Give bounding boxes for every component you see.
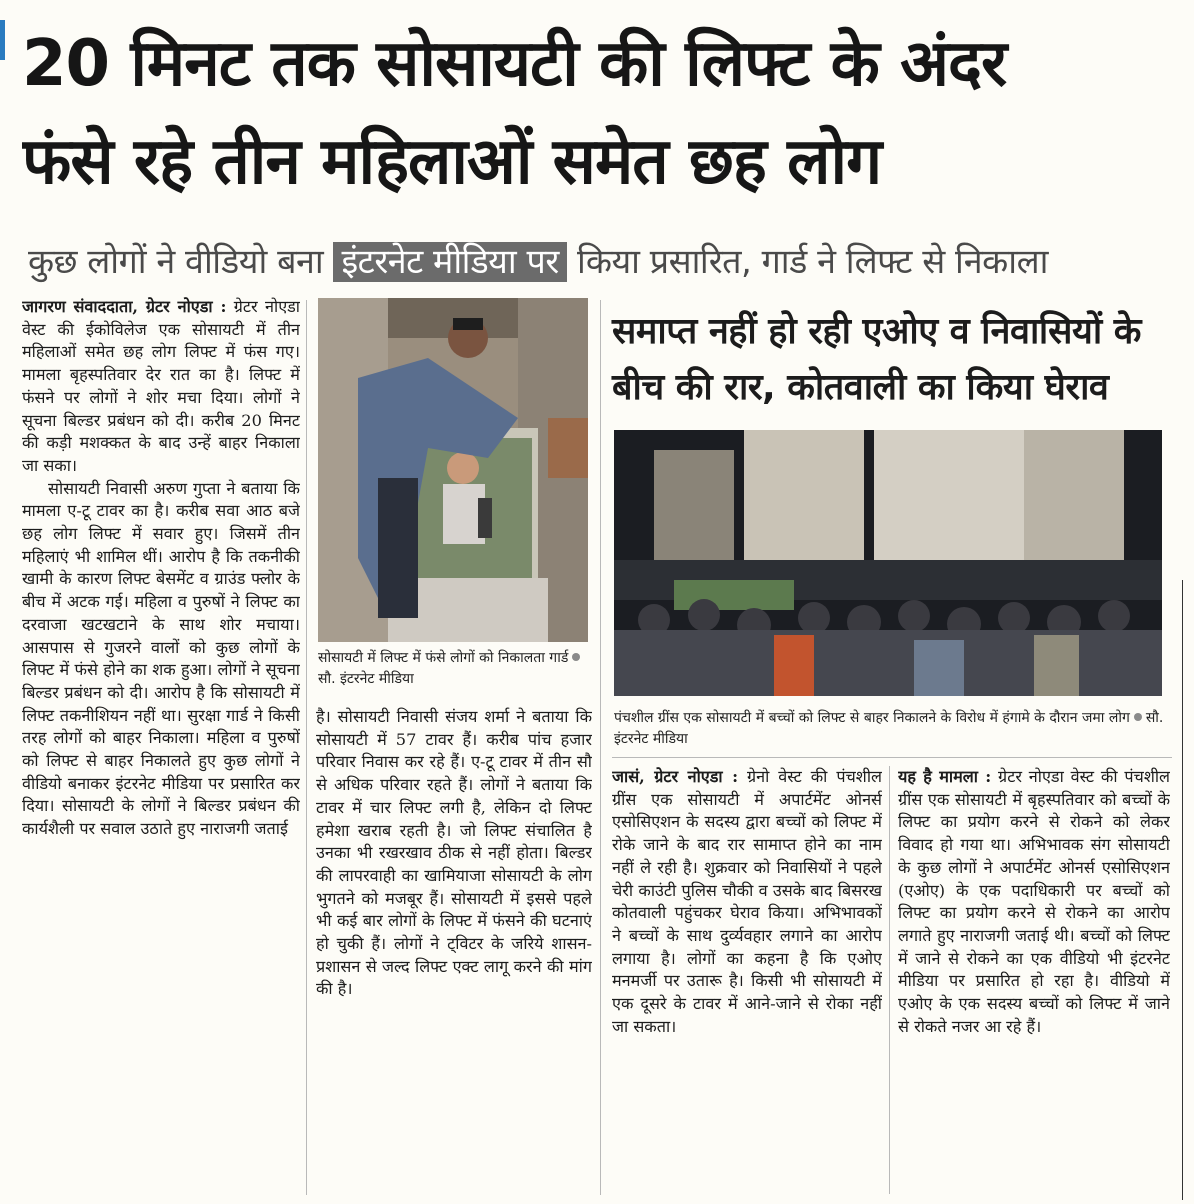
story2-paragraph-1: ग्रेनो वेस्ट की पंचशील ग्रींस एक सोसायटी में अपार्टमेंट ओनर्स एसोसिएशन के सदस्य द्वारा बच्चों को लिफ्ट में रोके जाने के बाद रार सामाप्त होने का नाम नहीं ले रही है। शुक्रवार को निवासियों ने पहले चेरी काउंटी पुलिस चौकी व उसके बाद बिसरख कोतवाली पहुंचकर घेराव किया। अभिभावकों ने बच्चों के साथ दुर्व्यवहार लगाने का आरोप लगाया है। लोगों का कहना है कि एओए मनमर्जी पर उतारू है। किसी भी सोसायटी में एक दूसरे के टावर में आने-जाने से रोका नहीं जा सकता।	[612, 767, 882, 1036]
story2-dateline: जासं, ग्रेटर नोएडा :	[612, 767, 739, 786]
story2-column-2	[898, 766, 1170, 1196]
section-rule	[600, 300, 601, 1195]
photo1-credit: सौ. इंटरनेट मीडिया	[318, 671, 414, 687]
headline-line-2: फंसे रहे तीन महिलाओं समेत छह लोग	[22, 125, 882, 199]
photo2-credit: सौ. इंटरनेट मीडिया	[614, 710, 1164, 747]
protest-illustration	[614, 430, 1162, 696]
edge-marker	[0, 20, 5, 60]
story2-headline: समाप्त नहीं हो रही एओए व निवासियों के बीच की रार, कोतवाली का किया घेराव	[612, 311, 1141, 408]
story1-column-2	[316, 706, 592, 1196]
photo1-caption-text: सोसायटी में लिफ्ट में फंसे लोगों को निकालता गार्ड	[318, 650, 569, 666]
story2-column-1	[612, 766, 882, 1196]
photo1-caption	[318, 648, 590, 690]
story1-paragraph-3: है। सोसायटी निवासी संजय शर्मा ने बताया कि सोसायटी में 57 टावर हैं। करीब पांच हजार परिवार निवास कर रहे हैं। ए-टू टावर में तीन सौ से अधिक परिवार रहते हैं। लोगों ने बताया कि टावर में चार लिफ्ट लगी है, लेकिन दो लिफ्ट हमेशा खराब रहती है। जो लिफ्ट संचालित है उनका भी रखरखाव ठीक से नहीं होता। बिल्डर की लापरवाही का खामियाजा सोसायटी के लोग भुगतने को मजबूर हैं। सोसायटी में इससे पहले भी कई बार लोगों के लिफ्ट में फंसने की घटनाएं हो चुकी हैं। लोगों ने ट्विटर के जरिये शासन-प्रशासन से जल्द लिफ्ट एक्ट लागू करने की मांग की है।	[316, 707, 592, 999]
story1-paragraph-2: सोसायटी निवासी अरुण गुप्ता ने बताया कि मामला ए-टू टावर का है। करीब सवा आठ बजे छह लोग लिफ्ट में सवार हुए। जिसमें तीन महिलाएं भी शामिल थीं। आरोप है कि तकनीकी खामी के कारण लिफ्ट बेसमेंट व ग्राउंड फ्लोर के बीच में अटक गई। महिला व पुरुषों ने लिफ्ट का दरवाजा खटखटाने के साथ शोर मचाया। आसपास से गुजरने वालों को कुछ लोगों के लिफ्ट में फंसे होने का शक हुआ। लोगों ने सूचना बिल्डर प्रबंधन को दी। आरोप है कि सोसायटी में लिफ्ट तकनीशियन नहीं था। सुरक्षा गार्ड ने किसी तरह लोगों को बाहर निकाला। महिला व पुरुषों को लिफ्ट से बाहर निकालते हुए कुछ लोगों ने वीडियो बनाकर इंटरनेट मीडिया पर प्रसारित कर दिया। सोसायटी के लोगों ने बिल्डर प्रबंधन की कार्यशैली पर सवाल उठाते हुए नाराजगी जताई	[22, 478, 300, 839]
story1-column-1	[22, 296, 300, 1196]
headline-line-1: 20 मिनट तक सोसायटी की लिफ्ट के अंदर	[22, 27, 1007, 101]
credit-dot-icon	[1134, 713, 1142, 721]
lift-rescue-photo	[318, 298, 588, 642]
lift-rescue-illustration	[318, 298, 588, 642]
subheadline-after: किया प्रसारित, गार्ड ने लिफ्ट से निकाला	[566, 242, 1048, 282]
edge-fragment	[1182, 580, 1188, 1200]
story1-dateline: जागरण संवाददाता, ग्रेटर नोएडा :	[22, 297, 227, 316]
story2-column-rule	[889, 766, 890, 1194]
photo2-caption-text: पंचशील ग्रींस एक सोसायटी में बच्चों को लिफ्ट से बाहर निकालने के विरोध में हंगामे के दौरान जमा लोग	[614, 710, 1130, 726]
subheadline-before: कुछ लोगों ने वीडियो बना	[28, 242, 334, 282]
story2-box-label: यह है मामला :	[898, 767, 992, 786]
column-rule	[306, 300, 307, 1195]
subheadline-highlight: इंटरनेट मीडिया पर	[333, 242, 566, 282]
protest-photo	[614, 430, 1162, 696]
credit-dot-icon	[572, 653, 580, 661]
subheadline	[28, 234, 1178, 290]
story2-box-text: ग्रेटर नोएडा वेस्ट की पंचशील ग्रींस एक सोसायटी में बृहस्पतिवार को बच्चों के लिफ्ट का प्रयोग करने से रोकने को लेकर विवाद हो गया था। अभिभावक संग सोसायटी के कुछ लोगों ने अपार्टमेंट ओनर्स एसोसिएशन (एओए) के एक पदाधिकारी पर बच्चों को लिफ्ट का प्रयोग करने से रोकने का आरोप लगाते हुए नाराजगी जताई थी। बच्चों को लिफ्ट में जाने से रोकने का एक वीडियो भी इंटरनेट मीडिया पर प्रसारित हो रहा है। वीडियो में एओए के एक सदस्य बच्चों को लिफ्ट में जाने से रोकते नजर आ रहे हैं।	[898, 767, 1170, 1036]
edge-fragment-graphic	[1182, 580, 1188, 1200]
photo2-caption	[614, 708, 1170, 750]
story1-paragraph-1: ग्रेटर नोएडा वेस्ट की ईकोविलेज एक सोसायटी में तीन महिलाओं समेत छह लोग लिफ्ट में फंस गए। मामला बृहस्पतिवार देर रात का है। लिफ्ट में फंसने पर लोगों ने शोर मचा दिया। लोगों ने सूचना बिल्डर प्रबंधन को दी। करीब 20 मिनट की कड़ी मशक्कत के बाद उन्हें बाहर निकाला जा सका।	[22, 297, 300, 475]
story2-rule	[612, 757, 1172, 758]
